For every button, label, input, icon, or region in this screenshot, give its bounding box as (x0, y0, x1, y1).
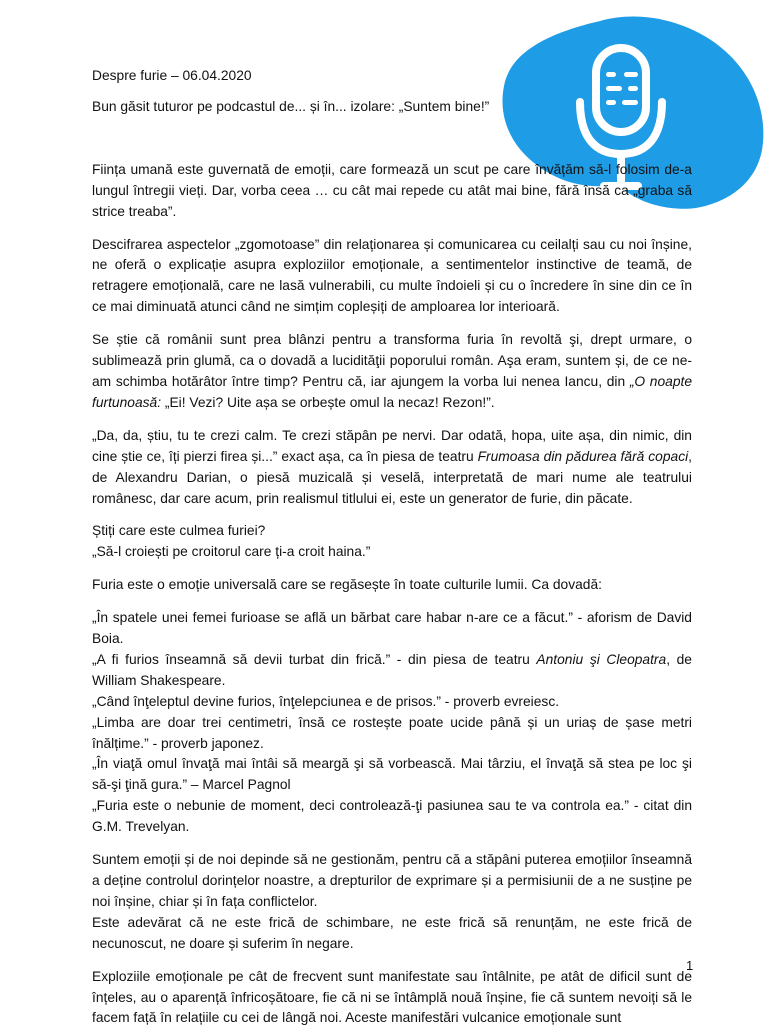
quote-item: „Furia este o nebunie de moment, deci controlează-ţi pasiunea sau te va controla ea.” - citat din G.M. Trevelyan. (92, 798, 692, 835)
quotes-intro: Furia este o emoție universală care se regăsește în toate culturile lumii. Ca dovadă: (92, 577, 602, 593)
quote-item: „În viaţă omul învaţă mai întâi să meargă şi să vorbească. Mai târziu, el învaţă să stea pe loc şi să-şi ţină gura.” – Marcel Pagnol (92, 756, 692, 793)
document-title-line: Despre furie – 06.04.2020 (92, 68, 252, 83)
play-title-antoniu: Antoniu şi Cleopatra (536, 651, 667, 667)
paragraph-7: Exploziile emoționale pe cât de frecvent sunt manifestate sau întâlnite, pe atât de dificil sunt de înțeles, au o aparență înfricoșătoare, fie că ni se întâmplă nouă înșine, fie că suntem nevoiți să le facem față în relațiile cu cei de lângă noi. Aceste manifestări vulcanice emoționale sunt (92, 968, 692, 1026)
play-title-frumoasa: Frumoasa din pădurea fără copaci (477, 448, 689, 464)
conclusion-block (92, 850, 692, 955)
paragraph-1: Ființa umană este guvernată de emoții, care formează un scut pe care învățăm să-l folosim de-a lungul întregii vieți. Dar, vorba ceea … cu cât mai repede cu atât mai bine, fără însă ca „graba să strice treaba”. (92, 161, 692, 219)
quote-item: „În spatele unei femei furioase se află un bărbat care habar n-are ce a făcut.” - aforism de David Boia. (92, 610, 692, 647)
riddle-answer: „Să-l croiești pe croitorul care ți-a croit haina.” (92, 544, 371, 560)
page-number: 1 (686, 958, 694, 973)
greeting: Bun găsit tuturor pe podcastul de... și în... izolare: „Suntem bine!” (92, 98, 490, 114)
riddle-question: Știți care este culmea furiei? (92, 523, 266, 539)
document-body (92, 66, 692, 1029)
paragraph-2: Descifrarea aspectelor „zgomotoase” din relaționarea și comunicarea cu ceilalți sau cu noi înșine, ne oferă o explicație asupra exploziilor emoționale, a sentimentelor instinctive de teamă, de retragere emoțională, care ne lasă vulnerabili, cu multe îndoieli și cu o încredere în sine din ce în ce mai diminuată atunci când ne simțim copleșiți de amploarea lor interioară. (92, 236, 692, 315)
paragraph-4: „Da, da, știu, tu te crezi calm. Te crezi stăpân pe nervi. Dar odată, hopa, uite așa, din nimic, din cine știe ce, îți pierzi firea și...” exact așa, ca în piesa de teatru Frumoasa din pădurea fără copaci, de Alexandru Darian, o piesă muzicală și veselă, interpretată de mari nume ale teatrului românesc, dar care acum, prin realismul titlului ei, este un generator de furie, din păcate. (92, 427, 692, 506)
paragraph-5: Suntem emoții și de noi depinde să ne gestionăm, pentru că a stăpâni puterea emoțiilor înseamnă a deține controlul dorințelor noastre, a drepturilor de exprimare și a permisiunii de a ne susține pe noi înșine, chiar și în fața conflictelor. (92, 852, 692, 909)
quote-item: „Limba are doar trei centimetri, însă ce rostește poate ucide până și un uriaș de șase metri înălțime.” - proverb japonez. (92, 714, 692, 751)
quotes-list (92, 608, 692, 838)
paragraph-3: Se știe că românii sunt prea blânzi pentru a transforma furia în revoltă şi, drept urmare, o sublimează prin glumă, ca o dovadă a lucidităţii poporului român. Aşa eram, suntem și, de ce ne-am schimba hotărâtor între timp? Pentru că, iar ajungem la vorba lui nenea Iancu, din „O noapte furtunoasă: „Ei! Vezi? Uite așa se orbește omul la necaz! Rezon!”. (92, 332, 693, 410)
quote-item: „Când înţeleptul devine furios, înţelepciunea e de prisos.” - proverb evreiesc. (92, 693, 560, 709)
play-title-o-noapte-furtunoasa: „O noapte furtunoasă: (92, 373, 693, 410)
paragraph-6: Este adevărat că ne este frică de schimbare, ne este frică să renunțăm, ne este frică de necunoscut, ne doare și suferim în negare. (92, 914, 692, 951)
riddle-block (92, 521, 692, 563)
quote-item: „A fi furios înseamnă să devii turbat din frică.” - din piesa de teatru Antoniu şi Cleopatra, de William Shakespeare. (92, 651, 692, 688)
